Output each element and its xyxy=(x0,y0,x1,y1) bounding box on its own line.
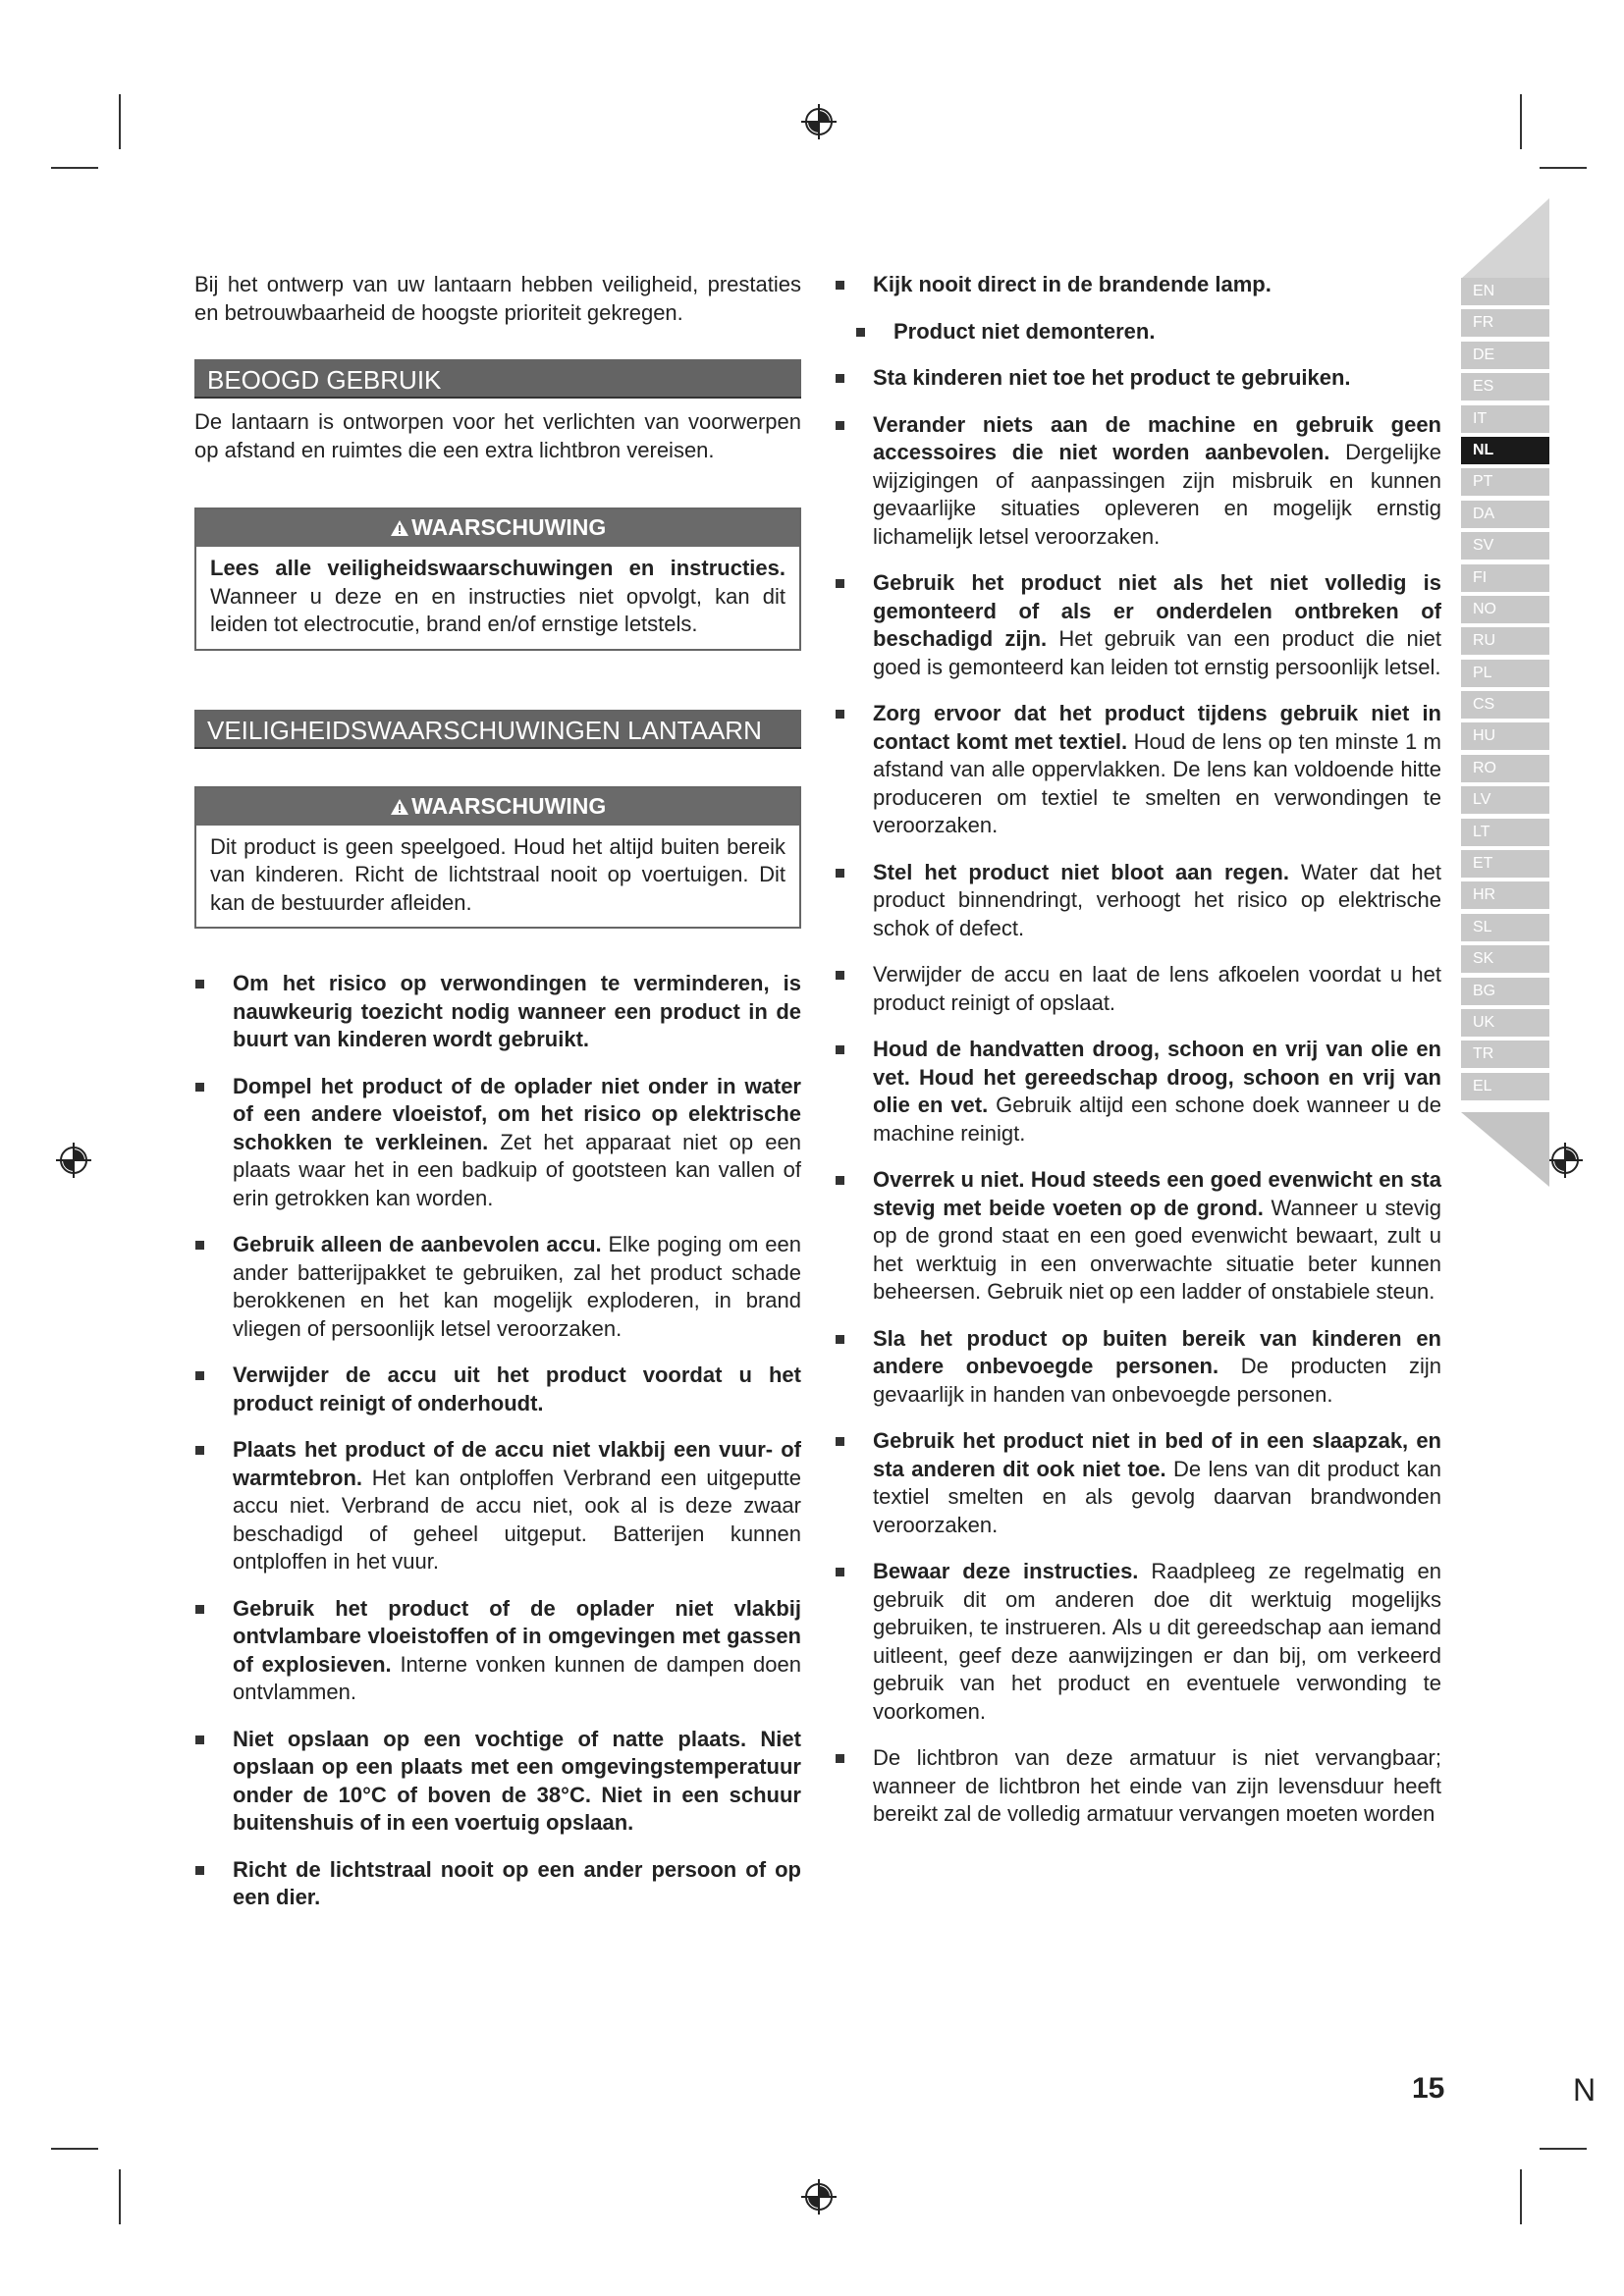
bullet-bold-text: Verander niets aan de machine en gebruik geen accessoires die niet worden aanbevolen. xyxy=(873,411,1441,464)
edge-letter: N xyxy=(1573,2072,1597,2108)
bullet-bold-text: Gebruik het product niet in bed of in een slaapzak, en sta anderen dit ook niet toe. xyxy=(873,1428,1441,1481)
tab-language-hr[interactable]: HR xyxy=(1461,881,1549,909)
section-heading-text: VEILIGHEIDSWAARSCHUWINGEN LANTAARN xyxy=(207,715,762,745)
bullet-text: Het gebruik van een product die niet goed is gemonteerd kan leiden tot ernstig persoonlijk letsel. xyxy=(873,626,1441,679)
intro-text: Bij het ontwerp van uw lantaarn hebben veiligheid, prestaties en betrouwbaarheid de hoogste prioriteit gekregen. xyxy=(194,272,801,325)
bullet-bold-text: Gebruik het product of de oplader niet vlakbij ontvlambare vloeistoffen of in omgevingen met gassen of explosieven. xyxy=(233,1595,801,1677)
tab-language-et[interactable]: ET xyxy=(1461,850,1549,878)
bullet-text: Gebruik altijd een schone doek wanneer u de machine reinigt. xyxy=(873,1093,1441,1146)
bullet-bold-text: Niet opslaan op een vochtige of natte plaats. Niet opslaan op een plaats met een omgevingstemperatuur onder de 10°C of boven de 38°C. Niet in een schuur buitenshuis of in een voertuig opslaan. xyxy=(233,1726,801,1835)
bullet-item xyxy=(194,1362,801,1417)
bullet-text: Dergelijke wijzigingen of aanpassingen zijn misbruik en kunnen gevaarlijke situaties opleveren en mogelijk ernstig lichamelijk letsel veroorzaken. xyxy=(873,440,1441,549)
bullet-item xyxy=(835,1427,1441,1539)
bullet-item xyxy=(194,970,801,1054)
tab-language-pt[interactable]: PT xyxy=(1461,468,1549,496)
tab-language-uk[interactable]: UK xyxy=(1461,1009,1549,1037)
bullet-item xyxy=(835,1166,1441,1307)
bullet-bold-text: Product niet demonteren. xyxy=(893,318,1156,344)
bullet-text: Zet het apparaat niet op een plaats waar het in een badkuip of gootsteen kan vallen of erin getrokken kan worden. xyxy=(233,1129,802,1210)
bullet-bold-text: Gebruik het product niet als het niet volledig is gemonteerd of als er onderdelen ontbreken of beschadigd zijn. xyxy=(873,570,1441,651)
bullet-text: Verwijder de accu en laat de lens afkoelen voordat u het product reinigt of opslaat. xyxy=(873,962,1441,1015)
right-bullet-list xyxy=(835,271,1441,1829)
crop-mark xyxy=(119,94,121,149)
bullet-item xyxy=(194,1856,801,1912)
warning-triangle-icon xyxy=(390,798,409,816)
tab-language-da[interactable]: DA xyxy=(1461,501,1549,528)
warning-text: Dit product is geen speelgoed. Houd het altijd buiten bereik van kinderen. Richt de lichtstraal nooit op voertuigen. Dit kan de bestuurder afleiden. xyxy=(210,833,785,915)
bullet-bold-text: Om het risico op verwondingen te verminderen, is nauwkeurig toezicht nodig wanneer een product in de buurt van kinderen wordt gebruikt. xyxy=(233,971,801,1051)
warning-body xyxy=(196,547,799,649)
bullet-bold-text: Gebruik alleen de aanbevolen accu. xyxy=(233,1232,602,1256)
crop-mark xyxy=(51,167,98,169)
tab-language-fr[interactable]: FR xyxy=(1461,309,1549,337)
bullet-item xyxy=(835,1036,1441,1148)
bullet-item xyxy=(194,1231,801,1343)
crop-mark xyxy=(1520,2169,1522,2224)
bullet-text: De lichtbron van deze armatuur is niet vervangbaar; wanneer de lichtbron het einde van zijn levensduur heeft bereikt zal de volledig armatuur vervangen moeten worden xyxy=(873,1745,1441,1826)
tab-language-el[interactable]: EL xyxy=(1461,1073,1549,1100)
bullet-item xyxy=(835,271,1441,299)
registration-mark-icon xyxy=(1545,1141,1585,1180)
bullet-item xyxy=(835,411,1441,552)
registration-mark-icon xyxy=(799,102,839,141)
tab-language-sl[interactable]: SL xyxy=(1461,914,1549,941)
bullet-bold-text: Richt de lichtstraal nooit op een ander persoon of op een dier. xyxy=(233,1856,801,1909)
bullet-item xyxy=(194,1436,801,1576)
warning-box xyxy=(194,507,801,651)
tab-language-pl[interactable]: PL xyxy=(1461,660,1549,687)
tab-language-lt[interactable]: LT xyxy=(1461,819,1549,846)
page-number: 15 xyxy=(1412,2072,1445,2105)
bullet-item xyxy=(835,961,1441,1017)
tab-language-ru[interactable]: RU xyxy=(1461,627,1549,655)
crop-mark xyxy=(1540,2148,1587,2150)
bullet-bold-text: Zorg ervoor dat het product tijdens gebruik niet in contact komt met textiel. xyxy=(873,701,1441,754)
tab-language-de[interactable]: DE xyxy=(1461,342,1549,369)
bullet-text: Houd de lens op ten minste 1 m afstand van alle oppervlakken. De lens kan voldoende hitte produceren om textiel te smelten en verwondingen te veroorzaken. xyxy=(873,728,1442,837)
section-heading-safety-warnings xyxy=(194,710,801,749)
bullet-item xyxy=(835,1325,1441,1410)
bullet-text: Raadpleeg ze regelmatig en gebruik dit om anderen doe dit werktuig mogelijks gebruiken, te instrueren. Als u dit gereedschap aan iemand uitleent, geef deze aanwijzingen er dan bij, om verkeerd gebruik van het product en eventuele verwonding te voorkomen. xyxy=(873,1559,1441,1724)
bullet-text: Het kan ontploffen Verbrand een uitgeputte accu niet. Verbrand de accu niet, ook al is deze zwaar beschadigd of geheel uitgeput. Batterijen kunnen ontploffen in het vuur. xyxy=(233,1465,801,1574)
tab-language-ro[interactable]: RO xyxy=(1461,755,1549,782)
tab-language-lv[interactable]: LV xyxy=(1461,786,1549,814)
bullet-item xyxy=(835,700,1441,840)
bullet-item xyxy=(835,1558,1441,1726)
bullet-text: Wanneer u stevig op de grond staat en een goed evenwicht bewaart, zult u het werktuig in een onverwachte situatie beter kunnen beheersen. Gebruik niet op een ladder of onstabiele steun. xyxy=(873,1195,1441,1304)
warning-triangle-icon xyxy=(390,519,409,537)
bullet-text: De lens van dit product kan textiel smelten en als gevolg daarvan brandwonden veroorzaken. xyxy=(873,1456,1441,1537)
left-column xyxy=(194,271,801,1931)
bullet-bold-text: Kijk nooit direct in de brandende lamp. xyxy=(873,272,1272,296)
bullet-item xyxy=(835,318,1441,347)
crop-mark xyxy=(1520,94,1522,149)
tab-language-hu[interactable]: HU xyxy=(1461,722,1549,750)
bullet-bold-text: Verwijder de accu uit het product voordat u het product reinigt of onderhoudt. xyxy=(233,1362,801,1415)
bullet-bold-text: Stel het product niet bloot aan regen. xyxy=(873,859,1289,884)
bullet-item xyxy=(835,569,1441,681)
bullet-text: Elke poging om een ander batterijpakket te gebruiken, zal het product schade berokkenen en het kan mogelijk exploderen, in brand vliegen of persoonlijk letsel veroorzaken. xyxy=(233,1232,801,1341)
tab-language-sk[interactable]: SK xyxy=(1461,945,1549,973)
bullet-text: Water dat het product binnendringt, verhoogt het risico op elektrische schok of defect. xyxy=(873,859,1441,940)
tab-frame-bottom-triangle xyxy=(1461,1112,1549,1187)
tab-frame-top-triangle xyxy=(1461,198,1549,279)
bullet-text: De producten zijn gevaarlijk in handen van onbevoegde personen. xyxy=(873,1354,1442,1407)
tab-language-sv[interactable]: SV xyxy=(1461,532,1549,560)
bullet-item xyxy=(835,859,1441,943)
crop-mark xyxy=(51,2148,98,2150)
section-heading-intended-use xyxy=(194,359,801,399)
section-heading-text: BEOOGD GEBRUIK xyxy=(207,365,442,395)
bullet-item xyxy=(835,364,1441,393)
warning-header xyxy=(196,509,799,547)
tab-language-tr[interactable]: TR xyxy=(1461,1041,1549,1068)
bullet-bold-text: Sla het product op buiten bereik van kinderen en andere onbevoegde personen. xyxy=(873,1325,1441,1378)
warning-title: WAARSCHUWING xyxy=(411,792,607,819)
warning-box xyxy=(194,786,801,930)
registration-mark-icon xyxy=(54,1141,93,1180)
warning-title: WAARSCHUWING xyxy=(411,514,607,540)
bullet-item xyxy=(194,1726,801,1838)
tab-language-no[interactable]: NO xyxy=(1461,596,1549,623)
warning-header xyxy=(196,788,799,826)
tab-language-fi[interactable]: FI xyxy=(1461,564,1549,592)
bullet-bold-text: Plaats het product of de accu niet vlakbij een vuur- of warmtebron. xyxy=(233,1437,801,1490)
bullet-bold-text: Sta kinderen niet toe het product te gebruiken. xyxy=(873,365,1351,390)
tab-language-bg[interactable]: BG xyxy=(1461,978,1549,1005)
bullet-bold-text: Overrek u niet. Houd steeds een goed evenwicht en sta stevig met beide voeten op de grond. xyxy=(873,1167,1441,1220)
tab-language-en[interactable]: EN xyxy=(1461,278,1549,305)
crop-mark xyxy=(1540,167,1587,169)
left-bullet-list xyxy=(194,970,801,1912)
bullet-bold-text: Dompel het product of de oplader niet onder in water of een andere vloeistof, om het risico op elektrische schokken te verkleinen. xyxy=(233,1073,801,1154)
right-column xyxy=(835,271,1441,1847)
bullet-text: Interne vonken kunnen de dampen doen ontvlammen. xyxy=(233,1651,801,1704)
tab-language-nl[interactable]: NL xyxy=(1461,437,1549,464)
warning-body xyxy=(196,826,799,928)
language-tabs xyxy=(1461,278,1549,1104)
registration-mark-icon xyxy=(799,2177,839,2216)
crop-mark xyxy=(119,2169,121,2224)
bullet-item xyxy=(194,1073,801,1213)
warning-text: Wanneer u deze en en instructies niet opvolgt, kan dit leiden tot electrocutie, brand en/of ernstige letstels. xyxy=(210,583,785,636)
bullet-item xyxy=(835,1744,1441,1829)
warning-bold-text: Lees alle veiligheidswaarschuwingen en instructies. xyxy=(210,556,785,580)
tab-language-it[interactable]: IT xyxy=(1461,405,1549,433)
bullet-item xyxy=(194,1595,801,1707)
bullet-bold-text: Houd de handvatten droog, schoon en vrij van olie en vet. Houd het gereedschap droog, schoon en vrij van olie en vet. xyxy=(873,1037,1441,1117)
tab-language-es[interactable]: ES xyxy=(1461,373,1549,400)
intended-use-text: De lantaarn is ontworpen voor het verlichten van voorwerpen op afstand en ruimtes die een extra lichtbron vereisen. xyxy=(194,409,801,462)
bullet-bold-text: Bewaar deze instructies. xyxy=(873,1559,1139,1583)
tab-language-cs[interactable]: CS xyxy=(1461,691,1549,719)
